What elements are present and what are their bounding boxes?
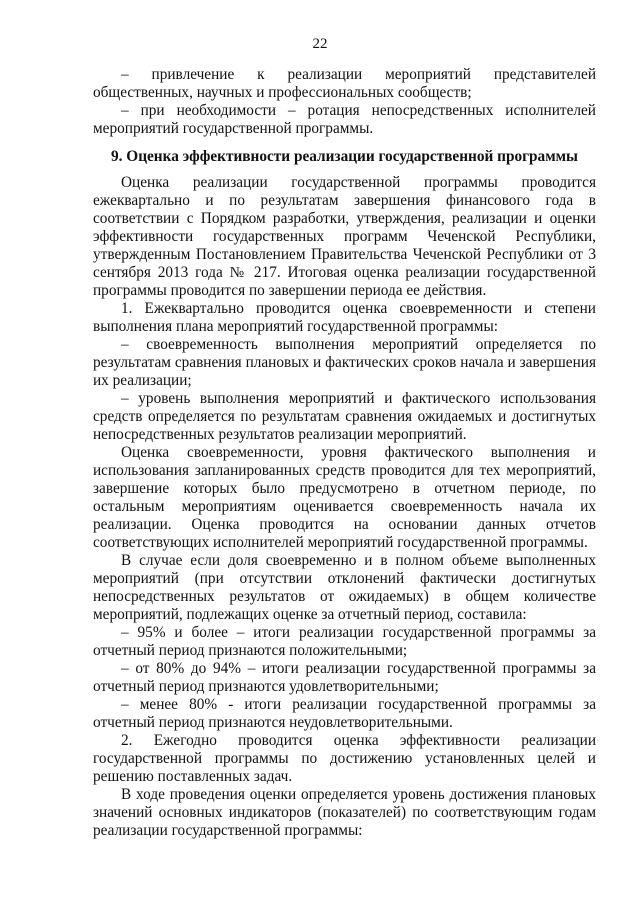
list-item: – своевременность выполнения мероприятий определяется по результатам сравнения плановых и фактических сроков начала и завершения их реализации; (93, 336, 596, 389)
paragraph: – при необходимости – ротация непосредственных исполнителей мероприятий государственной программы. (93, 102, 596, 137)
paragraph: 1. Ежеквартально проводится оценка своевременности и степени выполнения плана мероприятий государственной программы: (93, 300, 596, 335)
list-item: – менее 80% - итоги реализации государственной программы за отчетный период признаются неудовлетворительными. (93, 696, 596, 731)
paragraph: Оценка реализации государственной программы проводится ежеквартально и по результатам завершения финансового года в соответствии с Порядком разработки, утверждения, реализации и оценки эффективности государственных программ Чеченской Республики, утвержденным Постановлением Правительства Чеченской Республики от 3 сентября 2013 года № 217. Итоговая оценка реализации государственной программы проводится по завершении периода ее действия. (93, 174, 596, 299)
list-item: – уровень выполнения мероприятий и фактического использования средств определяется по результатам сравнения ожидаемых и достигнутых непосредственных результатов реализации мероприятий. (93, 390, 596, 443)
list-item: – от 80% до 94% – итоги реализации государственной программы за отчетный период признаются удовлетворительными; (93, 660, 596, 695)
paragraph: – привлечение к реализации мероприятий представителей общественных, научных и профессиональных сообществ; (93, 66, 596, 101)
paragraph: В ходе проведения оценки определяется уровень достижения плановых значений основных индикаторов (показателей) по соответствующим годам реализации государственной программы: (93, 786, 596, 839)
list-item: – 95% и более – итоги реализации государственной программы за отчетный период признаются положительными; (93, 624, 596, 659)
paragraph: В случае если доля своевременно и в полном объеме выполненных мероприятий (при отсутствии отклонений фактически достигнутых непосредственных результатов от ожидаемых) в общем количестве мероприятий, подлежащих оценке за отчетный период, составила: (93, 552, 596, 623)
paragraph: Оценка своевременности, уровня фактического выполнения и использования запланированных средств проводится для тех мероприятий, завершение которых было предусмотрено в отчетном периоде, по остальным мероприятиям оценивается своевременность начала их реализации. Оценка проводится на основании данных отчетов соответствующих исполнителей мероприятий государственной программы. (93, 444, 596, 551)
document-body (93, 66, 596, 840)
page-number: 22 (312, 36, 328, 52)
section-heading: 9. Оценка эффективности реализации государственной программы (111, 148, 578, 165)
paragraph: 2. Ежегодно проводится оценка эффективности реализации государственной программы по достижению установленных целей и решению поставленных задач. (93, 732, 596, 785)
